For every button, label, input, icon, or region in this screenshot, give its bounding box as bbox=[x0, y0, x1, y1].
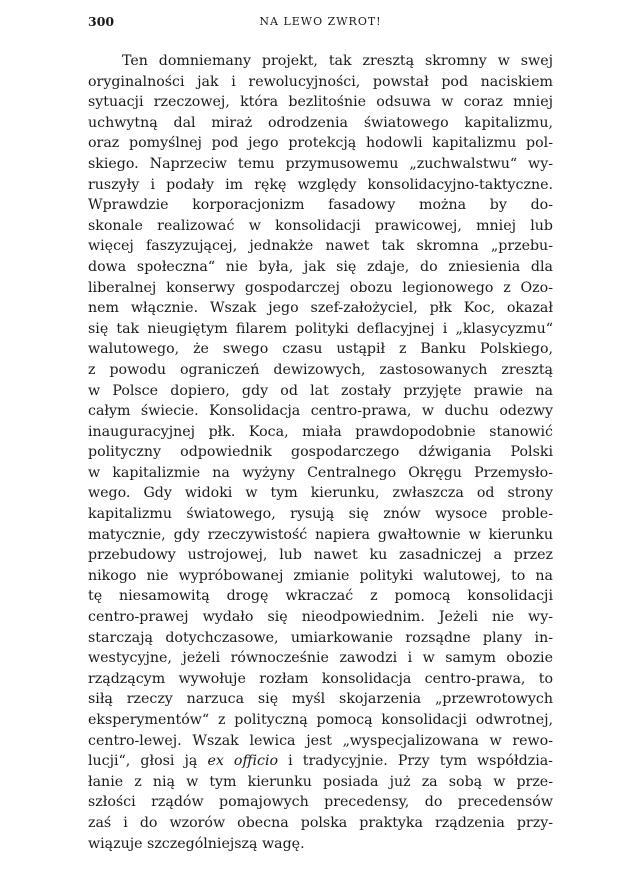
page-number: 300 bbox=[88, 14, 115, 29]
text-line: uchwytną dal miraż odrodzenia światowego kapitalizmu, bbox=[88, 114, 553, 131]
text-line: skiego. Naprzeciw temu przymusowemu „zuchwalstwu“ wy- bbox=[88, 155, 553, 172]
text-line: zaś i do wzorów obecna polska praktyka rządzenia przy- bbox=[88, 814, 553, 831]
text-line: szłości rządów pomajowych precedensy, do precedensów bbox=[88, 794, 553, 811]
text-line: nem włącznie. Wszak jego szef-założyciel, płk Koc, okazał bbox=[88, 300, 553, 317]
text-line: inauguracyjnej płk. Koca, miała prawdopodobnie stanowić bbox=[88, 423, 553, 440]
text-line: dowa społeczna“ nie była, jak się zdaje, do zniesienia dla bbox=[88, 258, 553, 275]
body-paragraph bbox=[88, 51, 553, 854]
text-line: wego. Gdy widoki w tym kierunku, zwłaszcza od strony bbox=[88, 485, 553, 502]
text-line: oryginalności jak i rewolucyjności, powstał pod naciskiem bbox=[88, 73, 553, 90]
text-segment: lucji“, głosi ją bbox=[88, 753, 208, 770]
text-line: siłą rzeczy narzuca się myśl skojarzenia „przewrotowych bbox=[88, 691, 553, 708]
text-segment: i tradycyjnie. Przy tym współdzia- bbox=[278, 753, 553, 770]
text-line: kapitalizmu światowego, rysują się znów wysoce proble- bbox=[88, 506, 553, 523]
italic-phrase: ex officio bbox=[207, 753, 279, 770]
text-line: sytuacji rzeczowej, która bezlitośnie odsuwa w coraz mniej bbox=[88, 94, 553, 111]
text-line: w kapitalizmie na wyżyny Centralnego Okręgu Przemysło- bbox=[88, 464, 553, 481]
page-header bbox=[88, 14, 553, 32]
text-line: skonale realizować w konsolidacji prawicowej, mniej lub bbox=[88, 217, 553, 234]
text-line: nikogo nie wypróbowanej zmianie polityki walutowej, to na bbox=[88, 567, 553, 584]
text-line: matycznie, gdy rzeczywistość napiera gwałtownie w kierunku bbox=[88, 526, 553, 543]
text-line: z powodu ograniczeń dewizowych, zastosowanych zresztą bbox=[88, 361, 553, 378]
text-line: wiązuje szczególniejszą wagę. bbox=[88, 835, 305, 852]
text-line: westycyjne, jeżeli równocześnie zawodzi i w samym obozie bbox=[88, 650, 553, 667]
text-line: się tak nieugiętym filarem polityki deflacyjnej i „klasycyzmu“ bbox=[88, 320, 553, 337]
running-head: NA LEWO ZWROT! bbox=[259, 15, 382, 28]
text-line: centro-lewej. Wszak lewica jest „wyspecjalizowana w rewo- bbox=[88, 732, 553, 749]
text-line: eksperymentów“ z polityczną pomocą konsolidacji odwrotnej, bbox=[88, 712, 553, 728]
text-line: więcej faszyzującej, jednakże nawet tak skromna „przebu- bbox=[88, 238, 553, 255]
text-line bbox=[88, 751, 553, 772]
text-line: oraz pomyślnej pod jego protekcją hodowli kapitalizmu pol- bbox=[88, 135, 553, 152]
text-line: przebudowy ustrojowej, lub nawet ku zasadniczej a przez bbox=[88, 547, 553, 564]
text-line: łanie z nią w tym kierunku posiada już za sobą w prze- bbox=[88, 773, 553, 790]
text-line: liberalnej konserwy gospodarczej obozu legionowego z Ozo- bbox=[88, 279, 553, 296]
text-line: ruszyły i podały im rękę względy konsolidacyjno-taktyczne. bbox=[88, 176, 553, 193]
text-line: Ten domniemany projekt, tak zresztą skromny w swej bbox=[122, 53, 553, 69]
text-line: starczają dotychczasowe, umiarkowanie rozsądne plany in- bbox=[88, 629, 553, 646]
text-line: walutowego, że swego czasu ustąpił z Banku Polskiego, bbox=[88, 341, 553, 358]
text-line: centro-prawej wydało się nieodpowiednim. Jeżeli nie wy- bbox=[88, 609, 553, 626]
text-line: całym świecie. Konsolidacja centro-prawa, w duchu odezwy bbox=[88, 403, 553, 420]
text-line: rządzącym wywołuje rozłam konsolidacja centro-prawa, to bbox=[88, 670, 553, 687]
text-line: w Polsce dopiero, gdy od lat zostały przyjęte prawie na bbox=[88, 382, 553, 399]
text-line: polityczny odpowiednik gospodarczego dźwigania Polski bbox=[88, 444, 553, 461]
text-line: Wprawdzie korporacjonizm fasadowy można by do- bbox=[88, 197, 553, 214]
text-line: tę niesamowitą drogę wkraczać z pomocą konsolidacji bbox=[88, 588, 553, 605]
